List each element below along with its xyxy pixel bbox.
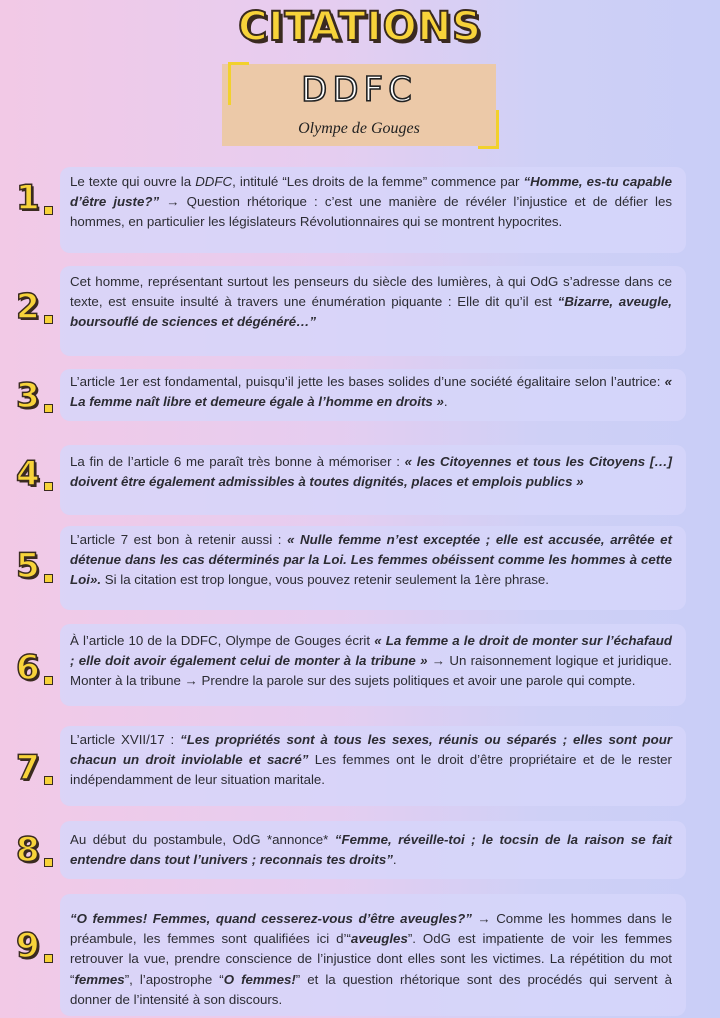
citation-text (70, 272, 672, 333)
citation-number-dot (44, 482, 53, 491)
quotation-text: “Homme, es-tu capable d’être juste?” (70, 174, 672, 210)
citation-text (70, 730, 672, 791)
text-segment: Les femmes ont le droit d’être propriétaire et de le rester indépendamment de leur situation maritale. (70, 752, 672, 788)
citation-number-dot (44, 954, 53, 963)
citation-text (70, 631, 672, 692)
quotation-text: “Femme, réveille-toi ; le tocsin de la raison se fait entendre dans tout l’univers ; reconnais tes droits” (70, 832, 672, 868)
quotation-text: « La femme naît libre et demeure égale à l’homme en droits » (70, 374, 672, 410)
citation-text (70, 372, 672, 412)
text-segment: → Un raisonnement logique et juridique. Monter à la tribune → Prendre la parole sur des sujets politiques et avoir une parole qui compte. (70, 653, 672, 689)
quotation-text: « Nulle femme n’est exceptée ; elle est accusée, arrêtée et détenue dans les cas déterminés par la Loi. Les femmes obéissent comme les hommes à cette Loi». (70, 532, 673, 588)
text-segment: ”. OdG est impatiente de voir les femmes retrouver la vue, prendre conscience de l’injustice dont elles sont les victimes. La répétition du mot “ (70, 931, 672, 987)
text-segment: L’article XVII/17 : (70, 732, 181, 747)
citation-number-dot (44, 858, 53, 867)
citation-text (70, 830, 672, 870)
text-segment: ”, l’apostrophe “ (124, 971, 224, 987)
citation-number-dot (44, 574, 53, 583)
quotation-text: « La femme a le droit de monter sur l’échafaud ; elle doit avoir également celui de monter à la tribune » (70, 633, 673, 669)
header-author: Olympe de Gouges (298, 120, 420, 137)
quotation-text: “Bizarre, aveugle, boursouflé de sciences et dégénéré…” (70, 294, 673, 330)
citation-number: 4 (16, 454, 40, 494)
text-segment: Si la citation est trop longue, vous pouvez retenir seulement la 1ère phrase. (101, 572, 549, 588)
citation-text (70, 909, 672, 1010)
quotation-text: « les Citoyennes et tous les Citoyens […] doivent être également admissibles à toutes dignités, places et emplois publics » (70, 454, 672, 490)
text-segment: L’article 1er est fondamental, puisqu’il jette les bases solides d’une société égalitaire selon l’autrice: (70, 374, 665, 389)
quotation-text: femmes (74, 971, 125, 987)
quotation-text: O femmes! (223, 971, 296, 987)
citation-number: 7 (16, 748, 40, 788)
citation-number: 9 (16, 926, 40, 966)
text-segment: ” et la question rhétorique sont des procédés qui servent à donner de l’intensité à son discours. (70, 971, 672, 1007)
page-title: CITATIONS (238, 4, 482, 50)
citation-number-dot (44, 206, 53, 215)
quotation-text: aveugles (350, 931, 408, 947)
citation-number: 2 (16, 287, 40, 327)
citation-number: 8 (16, 830, 40, 870)
citation-number: 1 (16, 178, 40, 218)
text-segment: → Comme les hommes dans le préambule, les femmes sont qualifiées ici d’“ (70, 911, 672, 947)
citation-text (70, 530, 672, 591)
text-segment: Le texte qui ouvre la (70, 174, 196, 189)
text-segment: . (392, 852, 397, 868)
citation-number: 6 (16, 648, 40, 688)
citation-number-dot (44, 315, 53, 324)
text-segment: . (443, 394, 448, 410)
text-segment: DDFC (195, 174, 233, 189)
text-segment: La fin de l’article 6 me paraît très bonne à mémoriser : (70, 454, 405, 469)
citation-number-dot (44, 776, 53, 785)
text-segment: Au début du postambule, OdG *annonce* (70, 832, 335, 847)
quotation-text: “Les propriétés sont à tous les sexes, réunis ou séparés ; elles sont pour chacun un droit inviolable et sacré” (70, 732, 672, 768)
citation-number-dot (44, 404, 53, 413)
header-acronym: DDFC (301, 70, 417, 110)
quotation-text: “O femmes! Femmes, quand cesserez-vous d’être aveugles?” (70, 911, 472, 926)
citation-number-dot (44, 676, 53, 685)
citation-text (70, 452, 672, 492)
citation-number: 3 (16, 376, 40, 416)
text-segment: À l’article 10 de la DDFC, Olympe de Gouges écrit (70, 633, 375, 648)
text-segment: → Question rhétorique : c’est une manière de révéler l’injustice et de défier les hommes, en particulier les législateurs Révolutionnaires qui se montrent hypocrites. (70, 194, 672, 230)
text-segment: , intitulé “Les droits de la femme” commence par (232, 174, 524, 189)
text-segment: L’article 7 est bon à retenir aussi : (70, 532, 288, 547)
text-segment: Cet homme, représentant surtout les penseurs du siècle des lumières, à qui OdG s’adresse dans ce texte, est ensuite insulté à travers une énumération piquante : Elle dit qu’il est (70, 274, 672, 310)
citation-number: 5 (16, 546, 40, 586)
citation-text (70, 172, 672, 233)
